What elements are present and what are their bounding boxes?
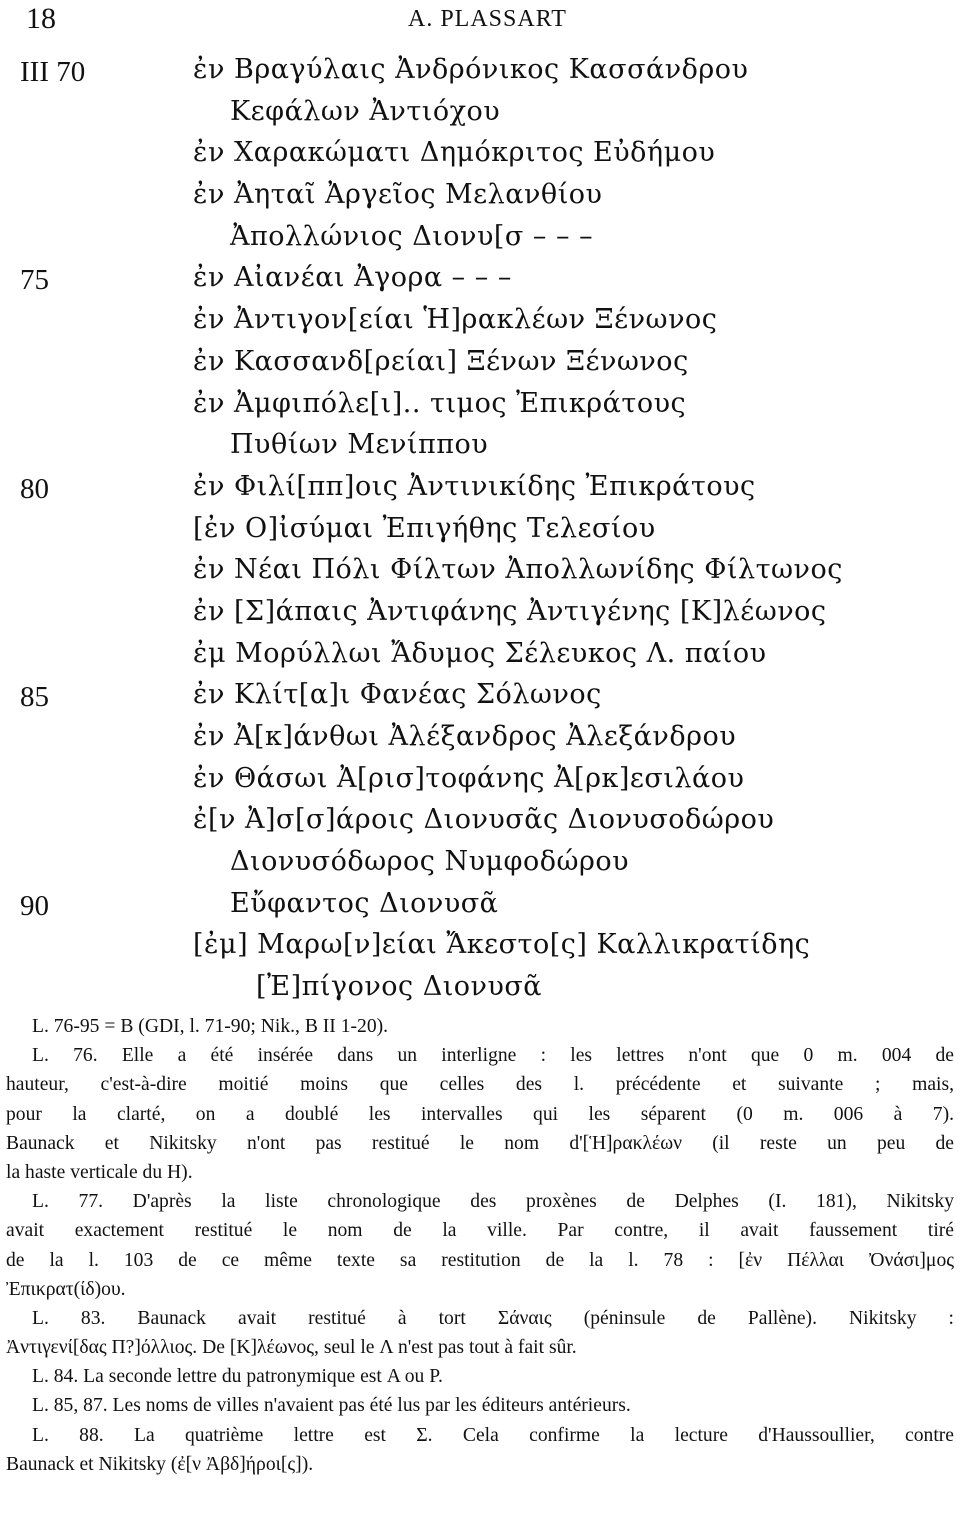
inscription-text <box>0 52 960 1011</box>
inscription-line <box>0 802 960 844</box>
inscription-line <box>0 927 960 969</box>
line-text: [ἐμ] Μαρω[ν]είαι Ἄκεστο[ς] Καλλικρατίδης <box>193 929 811 961</box>
page-header <box>0 0 960 36</box>
inscription-line <box>0 427 960 469</box>
inscription-line <box>0 511 960 553</box>
inscription-line <box>0 886 960 928</box>
line-text: Πυθίων Μενίππου <box>230 429 489 461</box>
line-text: ἐμ Μορύλλωι Ἄδυμος Σέλευκος Λ. παίου <box>193 637 767 669</box>
inscription-line <box>0 594 960 636</box>
line-number: 75 <box>20 264 49 297</box>
inscription-line <box>0 52 960 94</box>
line-text: ἐν Χαρακώματι Δημόκριτος Εὐδήμου <box>193 137 716 169</box>
note-line: L. 84. La seconde lettre du patronymique est Α ou Ρ. <box>32 1366 443 1388</box>
line-text: ἐν Αἰανέαι Ἀγορα – – – <box>193 262 512 294</box>
inscription-line <box>0 177 960 219</box>
line-text: Κεφάλων Ἀντιόχου <box>230 95 501 127</box>
note-line: L. 85, 87. Les noms de villes n'avaient pas été lus par les éditeurs antérieurs. <box>32 1395 631 1417</box>
note-line: pour la clarté, on a doublé les intervalles qui les séparent (0 m. 006 à 7). <box>6 1103 954 1125</box>
note-line: L. 88. La quatrième lettre est Σ. Cela confirme la lecture d'Haussoullier, contre <box>32 1424 954 1446</box>
line-text: ἐν Θάσωι Ἀ[ρισ]τοφάνης Ἀ[ρκ]εσιλάου <box>193 762 745 794</box>
line-number: 85 <box>20 681 49 714</box>
note-line: avait exactement restitué le nom de la ville. Par contre, il avait faussement tiré <box>6 1220 954 1242</box>
line-number: 80 <box>20 472 49 505</box>
note-line: L. 76. Elle a été insérée dans un interligne : les lettres n'ont que 0 m. 004 de <box>32 1045 954 1067</box>
line-text: [ἐν Ο]ἰσύμαι Ἐπιγήθης Τελεσίου <box>193 512 656 544</box>
inscription-line <box>0 969 960 1011</box>
running-head: A. PLASSART <box>408 6 567 32</box>
page-number: 18 <box>26 2 56 35</box>
line-text: ἐν Βραγύλαις Ἀνδρόνικος Κασσάνδρου <box>193 54 749 85</box>
inscription-line <box>0 386 960 428</box>
inscription-line <box>0 552 960 594</box>
inscription-line <box>0 636 960 678</box>
inscription-line <box>0 302 960 344</box>
note-line: de la l. 103 de ce même texte sa restitution de la l. 78 : [ἐν Πέλλαι Ὀνάσι]μος <box>6 1249 954 1271</box>
line-text: ἐν Ἀμφιπόλε[ι].. τιμος Ἐπικράτους <box>193 387 687 419</box>
line-number: 90 <box>20 889 49 922</box>
line-text: ἐν Κασσανδ[ρείαι] Ξένων Ξένωνος <box>193 345 689 377</box>
apparatus-notes <box>0 1012 960 1479</box>
inscription-line <box>0 719 960 761</box>
note-line: hauteur, c'est-à-dire moitié moins que celles des l. précédente et suivante ; mais, <box>6 1074 954 1096</box>
inscription-line <box>0 260 960 302</box>
line-text: [Ἐ]πίγονος Διονυσᾶ <box>256 971 543 1003</box>
inscription-line <box>0 219 960 261</box>
line-text: ἐν [Σ]άπαις Ἀντιφάνης Ἀντιγένης [Κ]λέωνος <box>193 595 827 627</box>
line-text: ἐν Ἀντιγον[είαι Ἡ]ρακλέων Ξένωνος <box>193 304 718 336</box>
inscription-line <box>0 94 960 136</box>
line-text: Διονυσόδωρος Νυμφοδώρου <box>230 846 630 878</box>
inscription-line <box>0 761 960 803</box>
note-line: Ἀντιγενί[δας Π?]όλλιος. De [Κ]λέωνος, seul le Λ n'est pas tout à fait sûr. <box>6 1337 577 1359</box>
line-text: ἐν Κλίτ[α]ι Φανέας Σόλωνος <box>193 679 602 711</box>
inscription-line <box>0 469 960 511</box>
note-line: Baunack et Nikitsky (ἐ[ν Ἀβδ]ήροι[ς]). <box>6 1453 314 1475</box>
line-text: Εὔφαντος Διονυσᾶ <box>230 887 499 919</box>
inscription-line <box>0 135 960 177</box>
note-line: Baunack et Nikitsky n'ont pas restitué le nom d'[Ἡ]ρακλέων (il reste un peu de <box>6 1132 954 1154</box>
inscription-line <box>0 677 960 719</box>
line-text: ἐν Φιλί[ππ]οις Ἀντινικίδης Ἐπικράτους <box>193 470 756 502</box>
note-line: la haste verticale du H). <box>6 1161 193 1183</box>
line-number: III 70 <box>20 56 86 88</box>
line-text: ἐ[ν Ἀ]σ[σ]άροις Διονυσᾶς Διονυσοδώρου <box>193 804 775 836</box>
line-text: Ἀπολλώνιος Διονυ[σ – – – <box>230 220 594 252</box>
line-text: ἐν Ἀηταῖ Ἀργεῖος Μελανθίου <box>193 179 603 211</box>
note-line: L. 77. D'après la liste chronologique des proxènes de Delphes (I. 181), Nikitsky <box>32 1191 954 1213</box>
inscription-line <box>0 344 960 386</box>
note-line: L. 83. Baunack avait restitué à tort Σάναις (péninsule de Pallène). Nikitsky : <box>32 1307 954 1329</box>
inscription-line <box>0 844 960 886</box>
line-text: ἐν Ἀ[κ]άνθωι Ἀλέξανδρος Ἀλεξάνδρου <box>193 721 737 752</box>
line-text: ἐν Νέαι Πόλι Φίλτων Ἀπολλωνίδης Φίλτωνος <box>193 554 843 586</box>
note-line: L. 76-95 = B (GDI, l. 71-90; Nik., B II 1-20). <box>32 1016 389 1037</box>
note-line: Ἐπικρατ(ίδ)ου. <box>6 1278 126 1300</box>
